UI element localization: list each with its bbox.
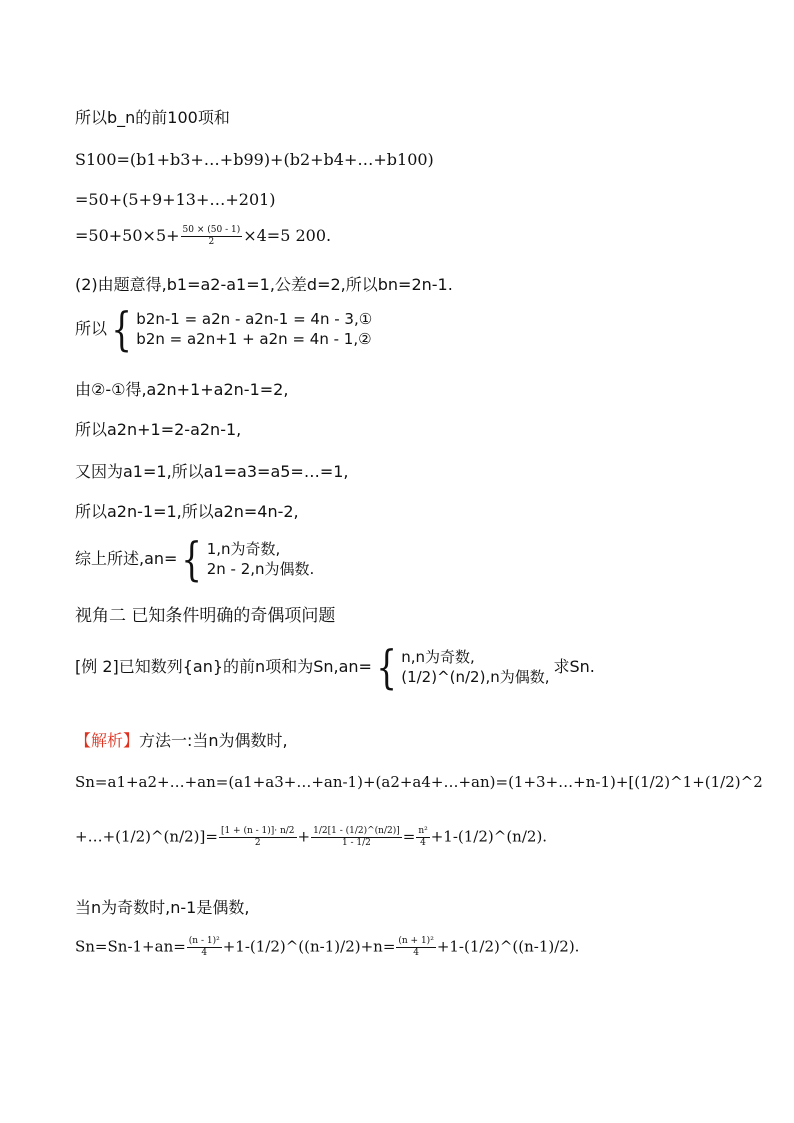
equation-line: =50+(5+9+13+…+201)	[75, 190, 276, 209]
system-rows	[136, 309, 372, 349]
numerator: 50 × (50 - 1)	[182, 225, 241, 235]
system-row: b2n = a2n+1 + a2n = 4n - 1,②	[136, 330, 372, 348]
text-line: 所以a2n-1=1,所以a2n=4n-2,	[75, 502, 299, 521]
equation-system	[75, 302, 373, 356]
numerator: (n + 1)²	[398, 936, 434, 946]
system-row: 2n - 2,n为偶数.	[206, 560, 315, 578]
equation-text: ×4=5 200.	[243, 226, 332, 245]
solution-text: 方法一:当n为偶数时,	[139, 731, 288, 750]
denominator: 4	[413, 948, 419, 958]
fraction	[187, 936, 222, 959]
analysis-tag: 【解析】	[75, 731, 140, 750]
example-line	[75, 640, 595, 694]
text-line: (2)由题意得,b1=a2-a1=1,公差d=2,所以bn=2n-1.	[75, 275, 453, 294]
text-line: 所以b_n的前100项和	[75, 108, 230, 127]
denominator: 2	[254, 838, 261, 848]
fraction	[416, 826, 429, 849]
example-text: 求Sn.	[553, 657, 595, 676]
fraction	[219, 826, 297, 849]
equation-text: +…+(1/2)^(n/2)]=	[75, 827, 218, 846]
numerator: (n - 1)²	[188, 936, 220, 946]
left-brace-icon: {	[111, 302, 132, 356]
system-rows	[207, 539, 315, 579]
denominator: 4	[420, 838, 426, 848]
equation-text: =50+50×5+	[75, 226, 180, 245]
left-brace-icon: {	[181, 532, 203, 586]
equation-text: +1-(1/2)^(n/2).	[430, 827, 548, 846]
system-line	[75, 302, 373, 356]
system-row: b2n-1 = a2n - a2n-1 = 4n - 3,①	[136, 310, 373, 328]
text-line: 所以a2n+1=2-a2n-1,	[75, 420, 242, 439]
numerator: [1 + (n - 1)]· n/2	[220, 826, 295, 836]
equation-line: S100=(b1+b3+…+b99)+(b2+b4+…+b100)	[75, 150, 434, 169]
denominator: 2	[208, 237, 215, 247]
example-text: [例 2]已知数列{an}的前n项和为Sn,an=	[75, 657, 372, 676]
denominator: 1 - 1/2	[341, 838, 371, 848]
fraction	[311, 826, 402, 849]
system-line	[75, 532, 315, 586]
equation-text: +1-(1/2)^((n-1)/2)+n=	[222, 937, 396, 956]
equation-line	[75, 225, 331, 248]
equation-line	[75, 936, 579, 959]
piecewise-definition	[75, 532, 315, 586]
system-row: n,n为奇数,	[401, 648, 475, 666]
equation-line: Sn=a1+a2+…+an=(a1+a3+…+an-1)+(a2+a4+…+an)=(1+3+…+n-1)+[(1/2)^1+(1/2)^2	[75, 773, 763, 791]
system-row: 1,n为奇数,	[206, 540, 281, 558]
equation-text: +1-(1/2)^((n-1)/2).	[436, 937, 580, 956]
solution-line	[75, 731, 288, 751]
text-line: 由②-①得,a2n+1+a2n-1=2,	[75, 380, 289, 399]
fraction	[181, 225, 243, 248]
equation-text: +	[297, 827, 311, 846]
equation-text: =	[402, 827, 416, 846]
left-brace-icon: {	[376, 640, 397, 694]
fraction	[396, 936, 435, 959]
system-prefix: 所以	[75, 319, 108, 338]
denominator: 4	[201, 948, 208, 958]
system-prefix: 综上所述,an=	[75, 549, 178, 568]
numerator: 1/2[1 - (1/2)^(n/2)]	[313, 826, 400, 836]
section-heading: 视角二 已知条件明确的奇偶项问题	[75, 606, 336, 626]
system-row: (1/2)^(n/2),n为偶数,	[401, 668, 550, 686]
text-line: 又因为a1=1,所以a1=a3=a5=…=1,	[75, 462, 349, 481]
example-statement	[75, 640, 595, 694]
system-rows	[401, 647, 549, 687]
equation-text: Sn=Sn-1+an=	[75, 937, 186, 956]
numerator: n²	[418, 826, 428, 836]
equation-line	[75, 826, 547, 849]
text-line: 当n为奇数时,n-1是偶数,	[75, 898, 250, 917]
